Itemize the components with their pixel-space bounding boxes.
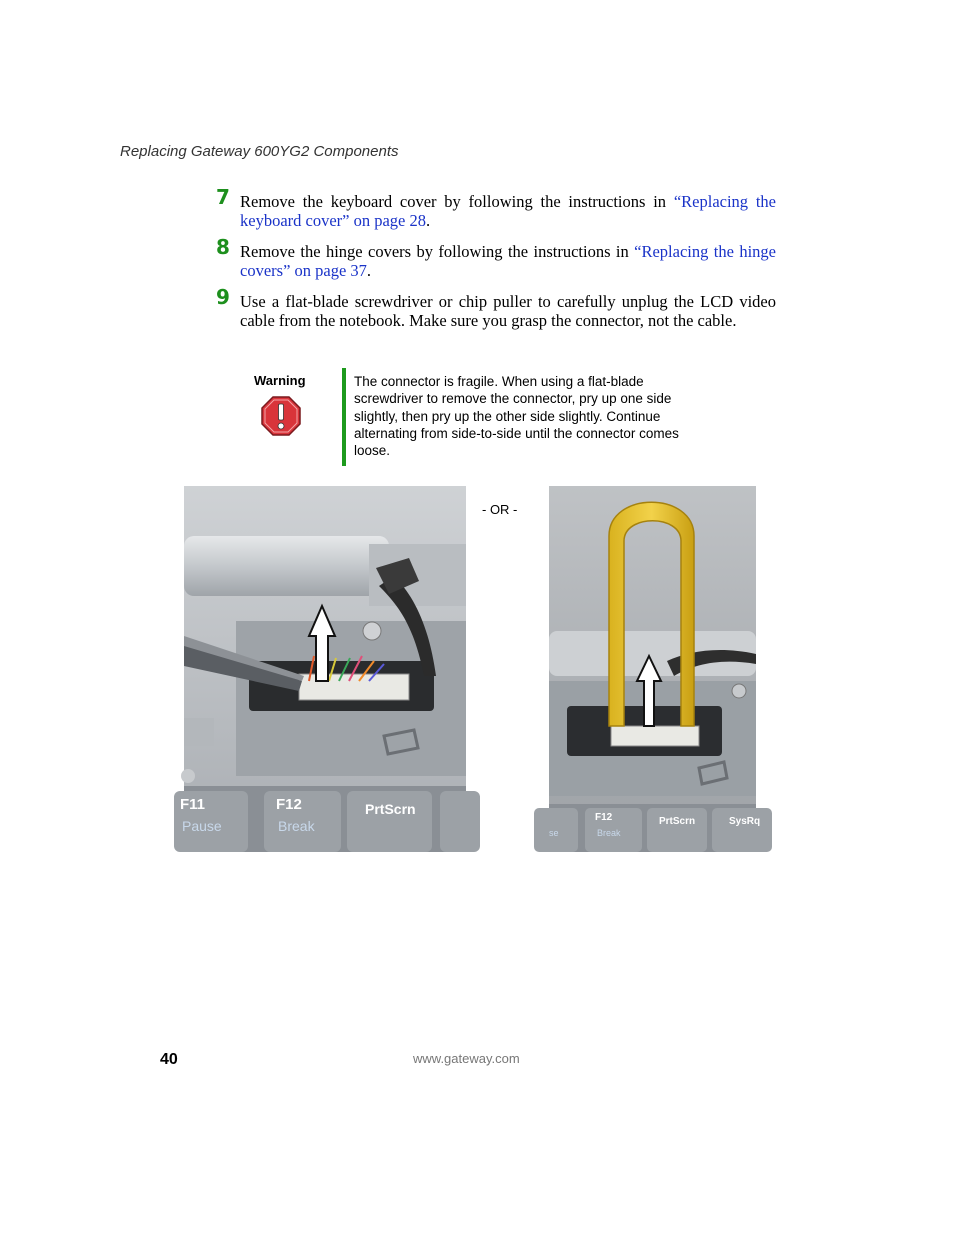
warning-octagon-icon xyxy=(261,396,301,436)
step-text: Remove the keyboard cover by following the instructions in xyxy=(240,192,674,211)
footer-url[interactable]: www.gateway.com xyxy=(413,1051,520,1066)
photo-chip-puller xyxy=(549,486,761,852)
key-f11-sub: Pause xyxy=(182,818,222,834)
step-text: Use a flat-blade screwdriver or chip puller to carefully unplug the LCD video cable from the notebook. Make sure you grasp the connector, not the cable. xyxy=(240,292,776,330)
step-7: 7 Remove the keyboard cover by following the instructions in “Replacing the keyboard cover” on page 28. xyxy=(216,185,776,230)
key-f12: F12 xyxy=(595,812,613,823)
or-separator: - OR - xyxy=(482,502,518,517)
warning-bar xyxy=(342,368,346,466)
photo-screwdriver xyxy=(180,486,466,852)
running-header: Replacing Gateway 600YG2 Components xyxy=(120,143,399,160)
link-replacing-keyboard-cover[interactable]: “Replacing the keyboard cover” on page 28 xyxy=(240,192,776,230)
step-8: 8 Remove the hinge covers by following the instructions in “Replacing the hinge covers” on page 37. xyxy=(216,235,776,280)
key-f12: F12 xyxy=(276,796,302,813)
key-sysrq: SysRq xyxy=(729,816,761,827)
link-replacing-hinge-covers[interactable]: “Replacing the hinge covers” on page 37 xyxy=(240,242,776,280)
key-prtscrn: PrtScrn xyxy=(365,801,416,817)
page-number: 40 xyxy=(160,1051,178,1068)
step-9 xyxy=(216,285,776,330)
step-text: Remove the hinge covers by following the instructions in xyxy=(240,242,635,261)
step-number: 7 xyxy=(216,185,230,209)
key-f12-sub: Break xyxy=(278,818,315,834)
warning-label: Warning xyxy=(254,373,306,388)
warning-text: The connector is fragile. When using a flat-blade screwdriver to remove the connector, pry up one side slightly, then pry up the other side slightly. Continue alternating from side-to-side until the connector comes loose. xyxy=(354,374,679,459)
key-f11: F11 xyxy=(180,796,206,813)
key-prtscrn: PrtScrn xyxy=(659,816,696,827)
step-number: 8 xyxy=(216,235,230,259)
key-pause-partial: se xyxy=(549,828,559,838)
key-f12-sub: Break xyxy=(597,828,621,838)
step-number: 9 xyxy=(216,285,230,309)
